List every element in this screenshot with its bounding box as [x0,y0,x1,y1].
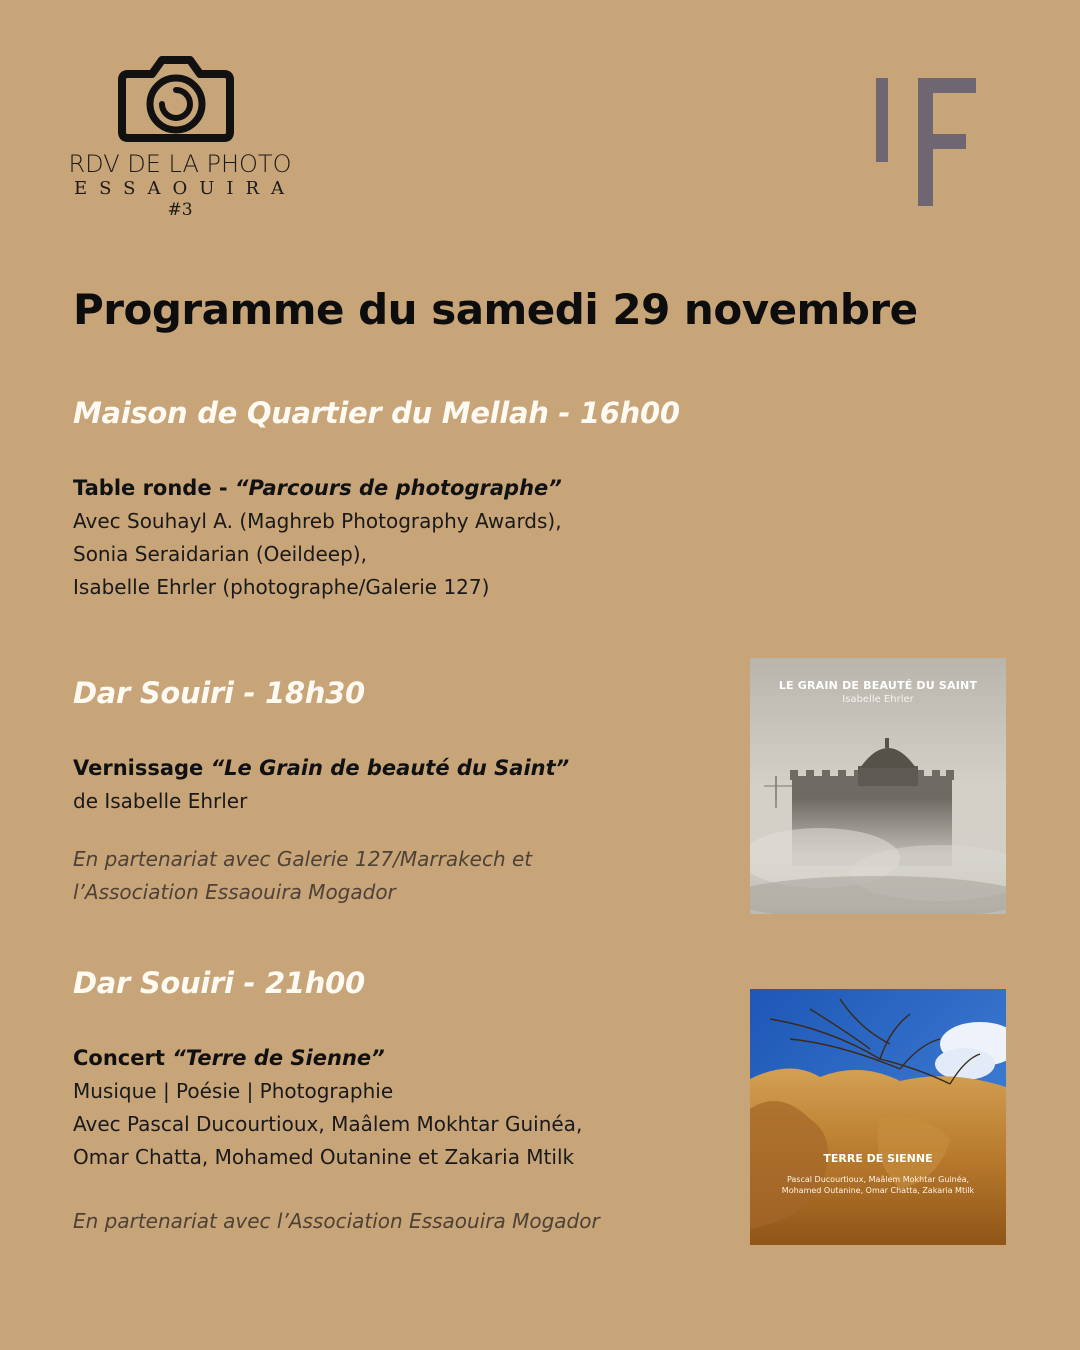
venue-heading: Maison de Quartier du Mellah - 16h00 [73,396,680,430]
event-detail: de Isabelle Ehrler [73,789,248,813]
book-cover-grain-de-beaute [750,658,1006,914]
venue-heading: Dar Souiri - 21h00 [73,966,365,1000]
event-type: Vernissage [73,756,211,780]
if-logo-icon [874,76,978,208]
partner-note: l’Association Essaouira Mogador [73,880,396,904]
event-detail: Isabelle Ehrler (photographe/Galerie 127) [73,575,490,599]
camera-logo-icon [118,52,234,144]
event-title [73,752,713,785]
partner-note: En partenariat avec Galerie 127/Marrakech et [73,847,533,871]
festival-logo-text [60,150,300,220]
event-detail: Sonia Seraidarian (Oeildeep), [73,542,367,566]
event-name: “Le Grain de beauté du Saint” [210,756,570,780]
event-detail: Musique | Poésie | Photographie [73,1079,394,1103]
book-cover-terre-de-sienne [750,989,1006,1245]
section-dar-souiri-2100 [73,966,713,1238]
page-title: Programme du samedi 29 novembre [73,285,918,334]
cover-credits: Mohamed Outanine, Omar Chatta, Zakaria Mtilk [781,1186,975,1195]
cover-photo-earth-sky [750,989,1006,1245]
section-mellah [73,396,713,604]
event-detail: Avec Souhayl A. (Maghreb Photography Awards), [73,509,562,533]
logo-line-1: RDV DE LA PHOTO [68,150,292,178]
partner-note: En partenariat avec l’Association Essaouira Mogador [73,1209,600,1233]
event-type: Table ronde - [73,476,235,500]
cover-credits: Pascal Ducourtioux, Maâlem Mokhtar Guinéa, [786,1175,970,1184]
logo-line-2: ESSAOUIRA [73,178,297,199]
event-title [73,1042,713,1075]
event-detail: Avec Pascal Ducourtioux, Maâlem Mokhtar Guinéa, [73,1112,583,1136]
event-name: “Terre de Sienne” [172,1046,385,1070]
event-detail: Omar Chatta, Mohamed Outanine et Zakaria Mtilk [73,1145,575,1169]
event-title [73,472,713,505]
cover-title: LE GRAIN DE BEAUTÉ DU SAINT [778,679,978,692]
section-dar-souiri-1830 [73,676,713,909]
event-name: “Parcours de photographe” [234,476,562,500]
venue-heading: Dar Souiri - 18h30 [73,676,365,710]
logo-line-3: #3 [167,200,193,220]
event-type: Concert [73,1046,173,1070]
cover-author: Isabelle Ehrler [842,694,914,705]
cover-title: TERRE DE SIENNE [823,1152,933,1165]
